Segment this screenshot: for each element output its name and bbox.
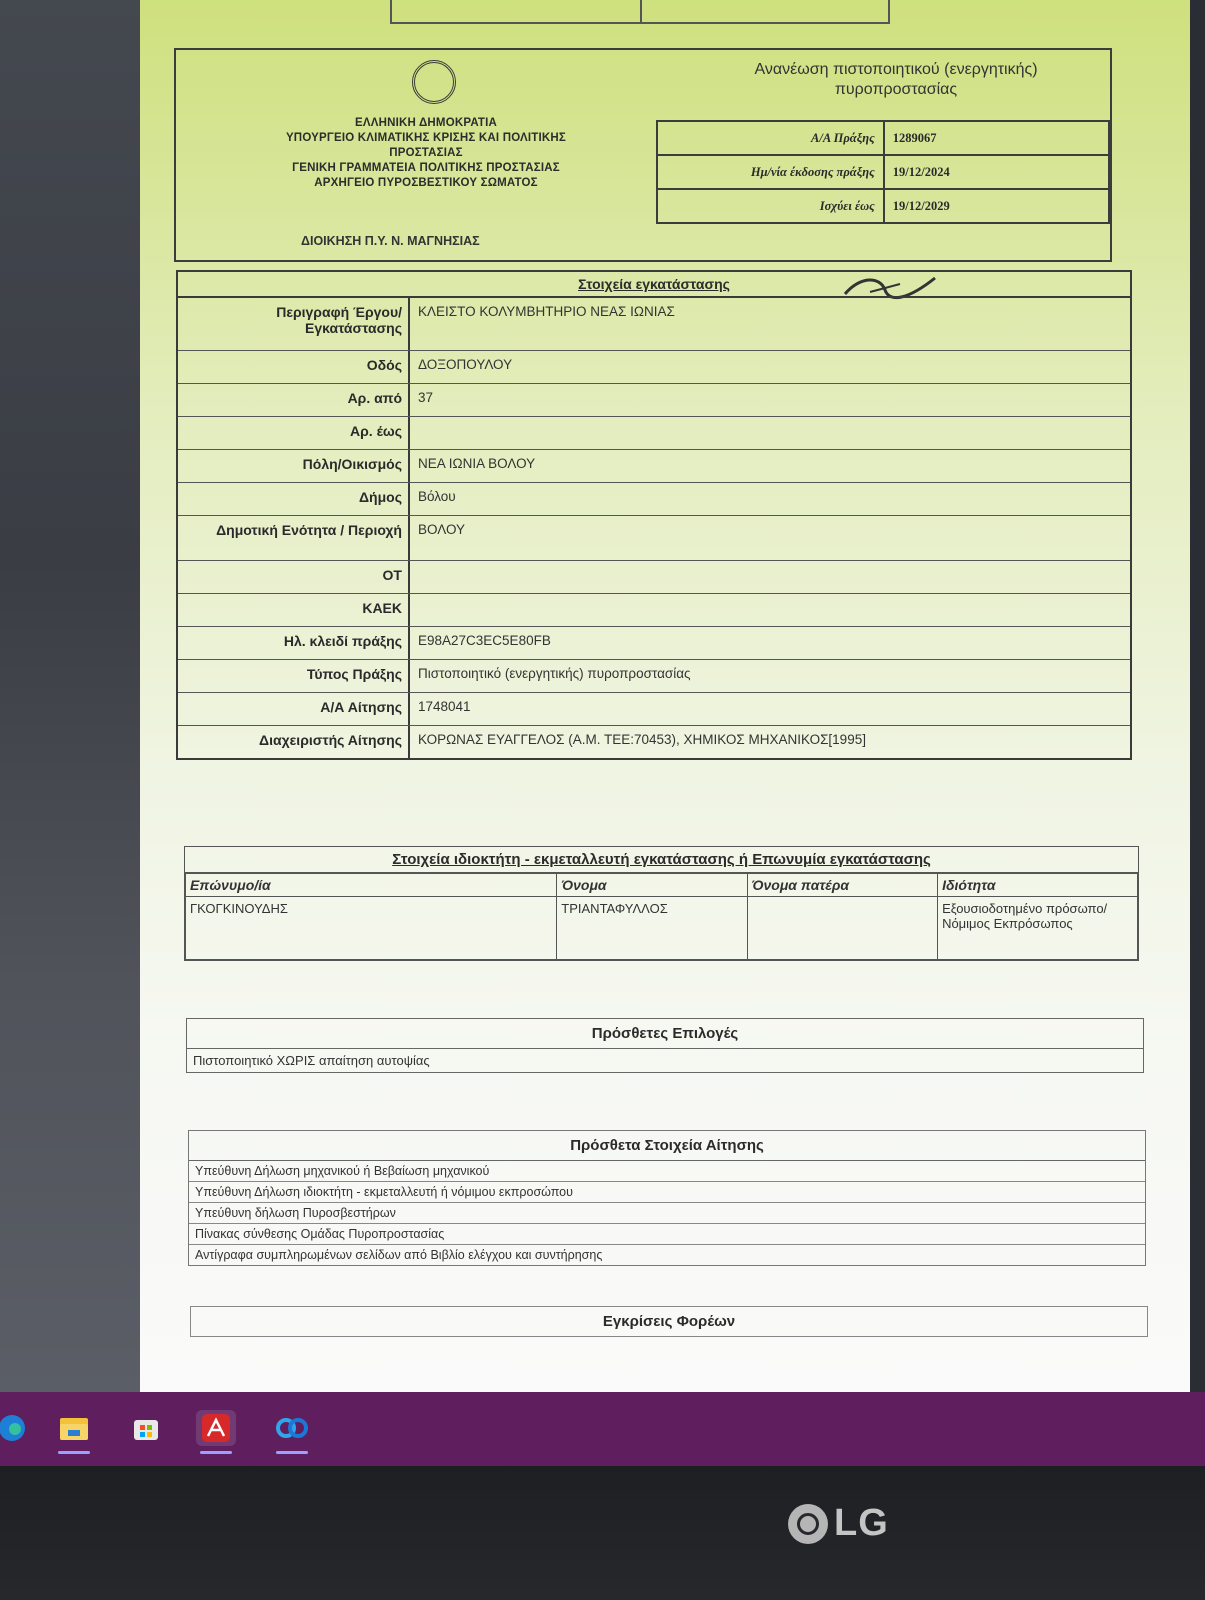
owner-header-row [186,874,1138,897]
info-label: Αρ. από [178,384,410,416]
gov-line: ΠΡΟΣΤΑΣΙΑΣ [389,147,463,159]
meta-label: Α/Α Πράξης [657,121,884,155]
info-label: Διαχειριστής Αίτησης [178,726,410,758]
info-value: 1748041 [418,699,471,714]
issuing-authority [226,116,626,191]
gov-line: ΕΛΛΗΝΙΚΗ ΔΗΜΟΚΡΑΤΙΑ [354,117,498,129]
owner-cell: ΓΚΟΓΚΙΝΟΥΔΗΣ [186,897,557,960]
info-label: ΚΑΕΚ [178,594,410,626]
info-label: Α/Α Αίτησης [178,693,410,725]
info-label: Τύπος Πράξης [178,660,410,692]
info-row [178,726,1130,758]
extra-item: Πίνακας σύνθεσης Ομάδας Πυροπροστασίας [189,1224,1145,1245]
info-label: Δημοτική Ενότητα / Περιοχή [178,516,410,560]
info-row [178,298,1130,351]
management-office: ΔΙΟΙΚΗΣΗ Π.Υ. Ν. ΜΑΓΝΗΣΙΑΣ [301,234,480,248]
extra-details-title: Πρόσθετα Στοιχεία Αίτησης [189,1131,1145,1161]
monitor-bezel [0,1466,1205,1600]
info-value: ΚΛΕΙΣΤΟ ΚΟΛΥΜΒΗΤΗΡΙΟ ΝΕΑΣ ΙΩΝΙΑΣ [418,304,675,319]
info-row [178,417,1130,450]
info-value: ΒΟΛΟΥ [418,522,466,537]
info-row [178,483,1130,516]
brand-text: LG [834,1502,889,1544]
options-section [186,1018,1144,1073]
lg-logo [788,1502,889,1545]
extra-details-section [188,1130,1146,1266]
info-row [178,450,1130,483]
owner-cell: ΤΡΙΑΝΤΑΦΥΛΛΟΣ [557,897,747,960]
document-header [174,48,1112,262]
owner-column-header: Όνομα πατέρα [747,874,937,897]
meta-row [657,189,1109,223]
active-indicator [58,1451,90,1454]
owner-row [186,897,1138,960]
pdf-document-page [140,0,1190,1392]
info-row [178,594,1130,627]
info-row [178,561,1130,594]
meta-value: 1289067 [884,121,1109,155]
gov-line: ΓΕΝΙΚΗ ΓΡΑΜΜΑΤΕΙΑ ΠΟΛΙΤΙΚΗΣ ΠΡΟΣΤΑΣΙΑΣ [292,162,560,174]
info-value [410,561,1130,593]
owner-column-header: Ιδιότητα [938,874,1138,897]
act-meta-table [656,120,1110,224]
lg-logo-icon [788,1504,828,1544]
copilot-icon[interactable] [272,1410,312,1446]
installation-section [176,270,1132,760]
meta-row [657,155,1109,189]
active-indicator [200,1451,232,1454]
info-value: Βόλου [418,489,456,504]
desktop-background [0,0,160,1400]
owner-title: Στοιχεία ιδιοκτήτη - εκμεταλλευτή εγκατάστασης ή Επωνυμία εγκατάστασης [185,847,1138,873]
active-indicator [276,1451,308,1454]
windows-taskbar [0,1392,1205,1466]
previous-page-fragment [390,0,890,24]
info-value [410,594,1130,626]
store-icon[interactable] [126,1410,166,1446]
info-row [178,627,1130,660]
owner-section [184,846,1139,961]
document-title: Ανανέωση πιστοποιητικού (ενεργητικής) πυροπροστασίας [754,61,1038,98]
options-title: Πρόσθετες Επιλογές [187,1019,1143,1049]
extra-item: Υπεύθυνη Δήλωση ιδιοκτήτη - εκμεταλλευτή ή νόμιμου εκπροσώπου [189,1182,1145,1203]
approvals-title: Εγκρίσεις Φορέων [602,1313,736,1330]
greek-emblem-icon [412,60,456,104]
owner-cell: Εξουσιοδοτημένο πρόσωπο/Νόμιμος Εκπρόσωπος [938,897,1138,960]
info-label: Περιγραφή Έργου/Εγκατάστασης [178,298,410,350]
info-value: E98A27C3EC5E80FB [418,633,551,648]
owner-column-header: Όνομα [557,874,747,897]
extra-item: Υπεύθυνη Δήλωση μηχανικού ή Βεβαίωση μηχανικού [189,1161,1145,1182]
extra-item: Υπεύθυνη δήλωση Πυροσβεστήρων [189,1203,1145,1224]
info-value: ΔΟΞΟΠΟΥΛΟΥ [418,357,513,372]
info-label: Οδός [178,351,410,383]
gov-line: ΥΠΟΥΡΓΕΙΟ ΚΛΙΜΑΤΙΚΗΣ ΚΡΙΣΗΣ ΚΑΙ ΠΟΛΙΤΙΚΗΣ [285,132,567,144]
info-row [178,516,1130,561]
info-label: Πόλη/Οικισμός [178,450,410,482]
extra-item: Αντίγραφα συμπληρωμένων σελίδων από Βιβλίο ελέγχου και συντήρησης [195,1248,603,1262]
info-row [178,693,1130,726]
info-label: Ηλ. κλειδί πράξης [178,627,410,659]
meta-row [657,121,1109,155]
gov-line: ΑΡΧΗΓΕΙΟ ΠΥΡΟΣΒΕΣΤΙΚΟΥ ΣΩΜΑΤΟΣ [314,177,538,189]
info-value: 37 [418,390,434,405]
info-value: ΚΟΡΩΝΑΣ ΕΥΑΓΓΕΛΟΣ (Α.Μ. ΤΕΕ:70453), ΧΗΜΙΚΟΣ ΜΗΧΑΝΙΚΟΣ[1995] [418,732,866,747]
owner-table [185,873,1138,960]
info-value [410,417,1130,449]
installation-title: Στοιχεία εγκατάστασης [178,272,1130,298]
meta-value: 19/12/2029 [884,189,1109,223]
info-row [178,384,1130,417]
info-label: Δήμος [178,483,410,515]
info-row [178,351,1130,384]
info-label: ΟΤ [178,561,410,593]
info-value: Πιστοποιητικό (ενεργητικής) πυροπροστασίας [418,666,691,681]
meta-value: 19/12/2024 [884,155,1109,189]
owner-cell [747,897,937,960]
info-row [178,660,1130,693]
meta-label: Ημ/νία έκδοσης πράξης [657,155,884,189]
edge-icon[interactable] [0,1410,32,1446]
owner-column-header: Επώνυμο/ία [186,874,557,897]
meta-label: Ισχύει έως [657,189,884,223]
file-explorer-icon[interactable] [54,1410,94,1446]
approvals-section [190,1306,1148,1337]
info-value: ΝΕΑ ΙΩΝΙΑ ΒΟΛΟΥ [418,456,536,471]
info-label: Αρ. έως [178,417,410,449]
acrobat-icon[interactable] [196,1410,236,1446]
option-item: Πιστοποιητικό ΧΩΡΙΣ απαίτηση αυτοψίας [193,1053,430,1068]
